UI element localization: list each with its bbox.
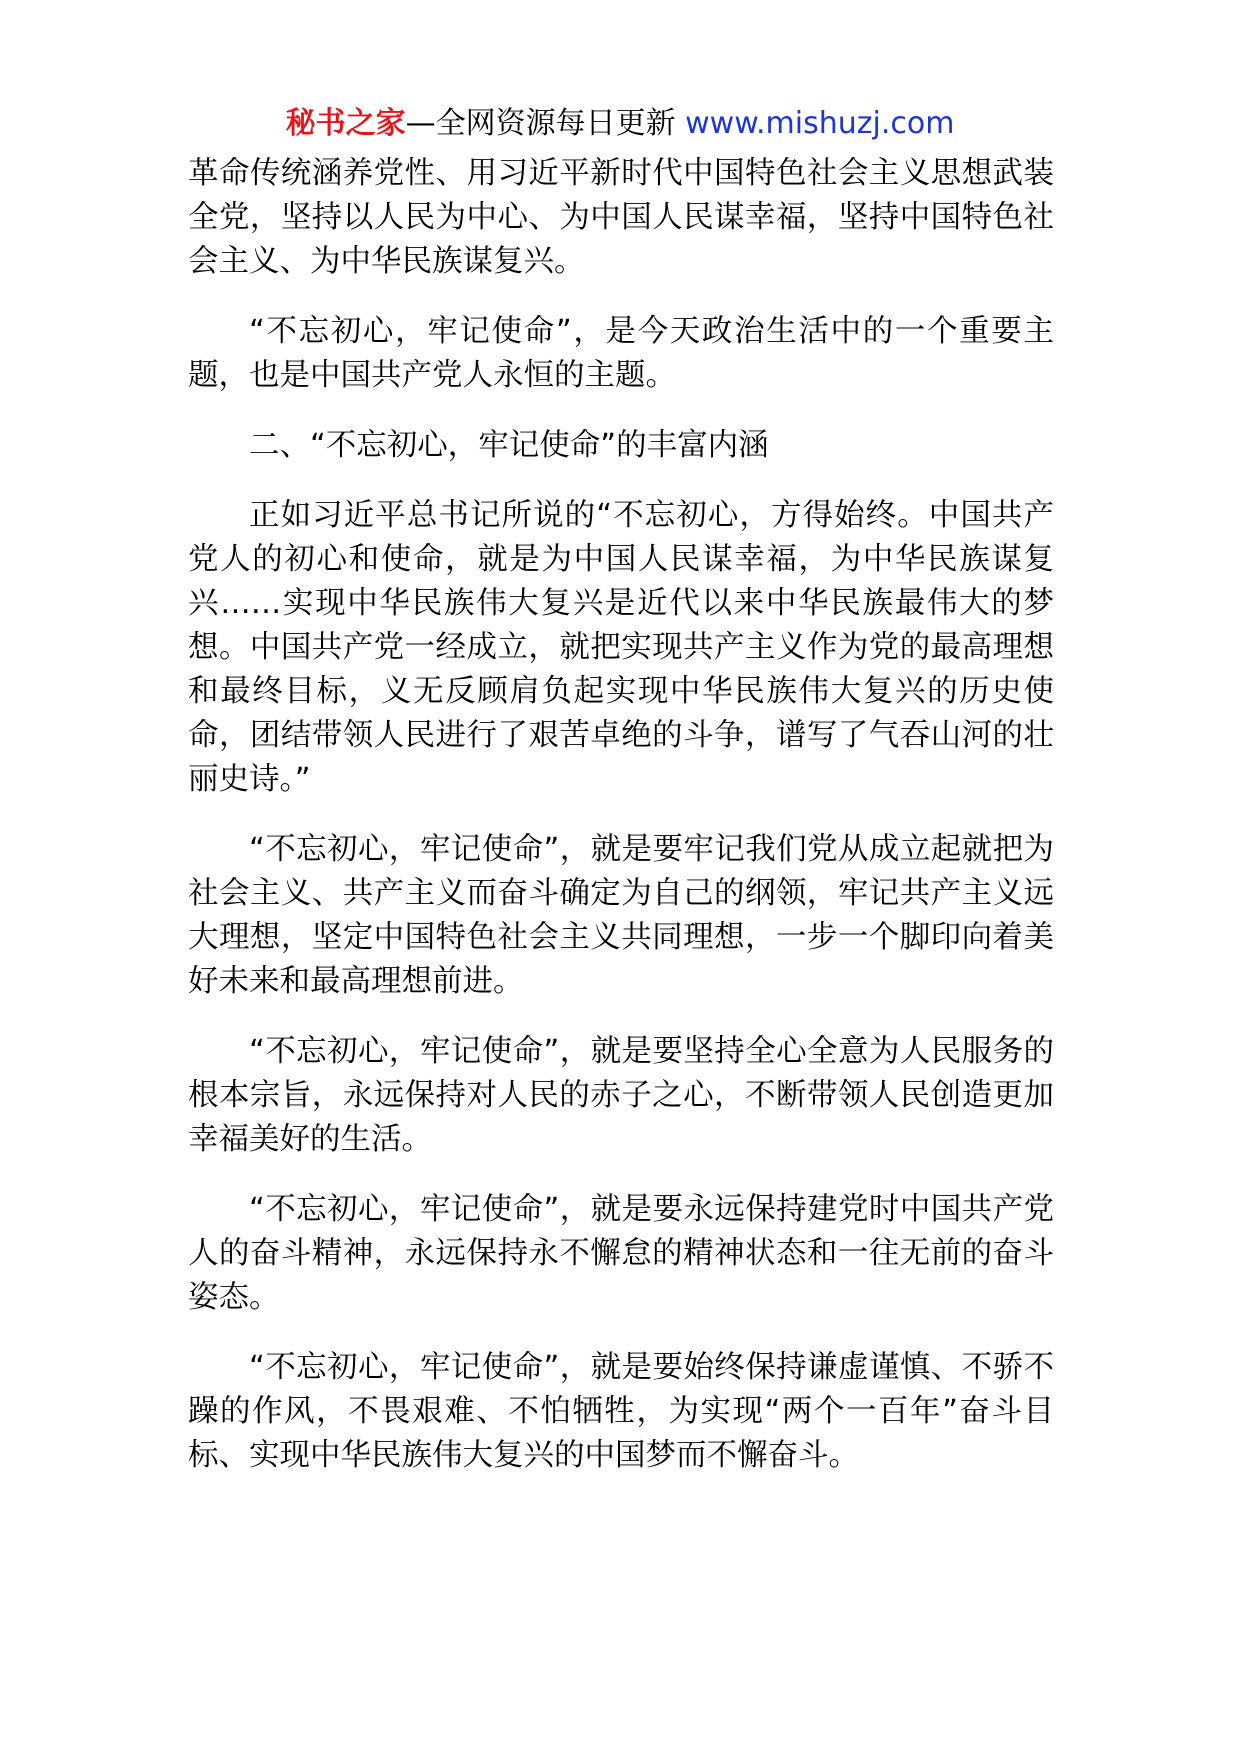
header-tagline: —全网资源每日更新 — [405, 106, 676, 141]
header-brand: 秘书之家 — [285, 106, 406, 141]
page-header — [0, 104, 1240, 144]
header-site-url[interactable]: www.mishuzj.com — [685, 106, 955, 141]
section-heading: 二、“不忘初心，牢记使命”的丰富内涵 — [249, 428, 769, 463]
paragraph: “不忘初心，牢记使命”，就是要牢记我们党从成立起就把为社会主义、共产主义而奋斗确定为自己的纲领，牢记共产主义远大理想，坚定中国特色社会主义共同理想，一步一个脚印向着美好未来和最高理想前进。 — [188, 832, 1054, 999]
paragraph: “不忘初心，牢记使命”，就是要始终保持谦虚谨慎、不骄不躁的作风，不畏艰难、不怕牺牲，为实现“两个一百年”奋斗目标、实现中华民族伟大复兴的中国梦而不懈奋斗。 — [188, 1350, 1054, 1473]
paragraph: 正如习近平总书记所说的“不忘初心，方得始终。中国共产党人的初心和使命，就是为中国人民谋幸福，为中华民族谋复兴……实现中华民族伟大复兴是近代以来中华民族最伟大的梦想。中国共产党一经成立，就把实现共产主义作为党的最高理想和最终目标，义无反顾肩负起实现中华民族伟大复兴的历史使命，团结带领人民进行了艰苦卓绝的斗争，谱写了气吞山河的壮丽史诗。” — [188, 498, 1054, 797]
paragraph: “不忘初心，牢记使命”，就是要永远保持建党时中国共产党人的奋斗精神，永远保持永不懈怠的精神状态和一往无前的奋斗姿态。 — [188, 1192, 1054, 1315]
paragraph: “不忘初心，牢记使命”，是今天政治生活中的一个重要主题，也是中国共产党人永恒的主题。 — [188, 314, 1054, 393]
paragraph-continued: 革命传统涵养党性、用习近平新时代中国特色社会主义思想武装全党，坚持以人民为中心、为中国人民谋幸福，坚持中国特色社会主义、为中华民族谋复兴。 — [188, 156, 1054, 279]
document-body — [188, 152, 1054, 1504]
paragraph: “不忘初心，牢记使命”，就是要坚持全心全意为人民服务的根本宗旨，永远保持对人民的赤子之心，不断带领人民创造更加幸福美好的生活。 — [188, 1034, 1054, 1157]
